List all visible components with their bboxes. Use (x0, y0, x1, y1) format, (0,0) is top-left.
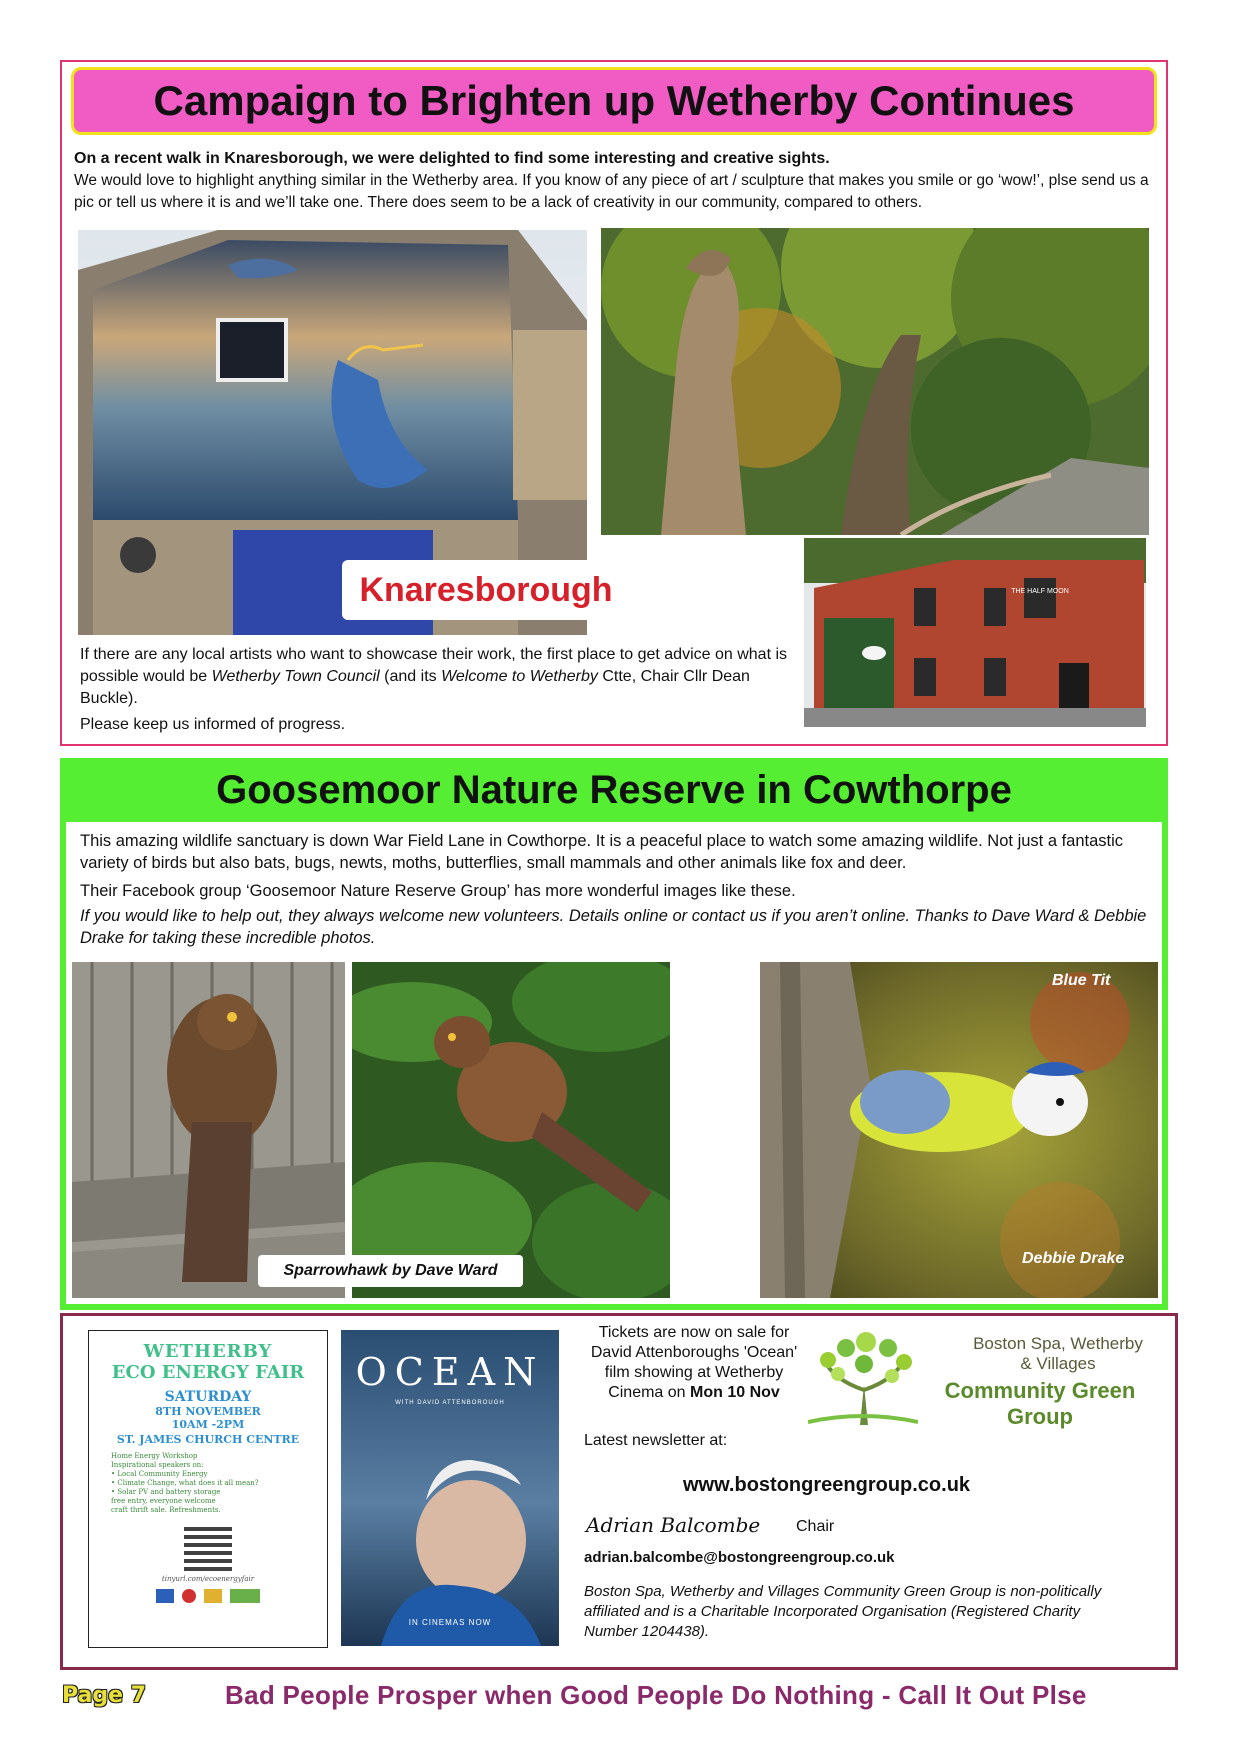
eco-fair-item: • Climate Change, what does it all mean? (111, 1479, 259, 1487)
advice-committee: Welcome to Wetherby (441, 668, 598, 685)
signature-role: Chair (796, 1518, 835, 1535)
tree-logo-icon (808, 1330, 918, 1430)
eco-fair-item: craft thrift sale. Refreshments. (111, 1506, 221, 1514)
sponsor-logo-icon (230, 1589, 260, 1603)
article-brighten-title: Campaign to Brighten up Wetherby Continues (71, 67, 1157, 135)
page-number: Page 7 (62, 1683, 147, 1708)
footer-slogan: Bad People Prosper when Good People Do Nothing - Call It Out Plse (225, 1680, 1087, 1710)
newsletter-label: Latest newsletter at: (584, 1432, 728, 1449)
qr-code-icon (184, 1523, 232, 1571)
sponsor-logo-icon (156, 1589, 174, 1603)
eco-fair-item: free entry, everyone welcome (111, 1497, 216, 1505)
blue-tit-photo (760, 962, 1158, 1298)
eco-fair-item: Home Energy Workshop (111, 1452, 198, 1460)
ocean-poster-title: OCEAN (355, 1350, 545, 1394)
article-brighten-lead: On a recent walk in Knaresborough, we were delighted to find some interesting and creative sights. (74, 150, 830, 167)
sparrowhawk-caption: Sparrowhawk by Dave Ward (258, 1255, 523, 1287)
ocean-poster-subtitle: WITH DAVID ATTENBOROUGH (395, 1400, 505, 1406)
goosemoor-body: This amazing wildlife sanctuary is down War Field Lane in Cowthorpe. It is a peaceful place to watch some amazing wildlife. Not just a fantastic variety of birds but also bats, bugs, newts, moths, butterflies, small mammals and other animals like fox and deer. (80, 832, 1124, 872)
eco-fair-item: • Local Community Energy (111, 1470, 208, 1478)
advice-part-2: (and its (379, 668, 442, 685)
pub-sign-text: THE HALF MOON (1011, 588, 1069, 595)
article-goosemoor-title: Goosemoor Nature Reserve in Cowthorpe (60, 758, 1168, 822)
tickets-text: Tickets are now on sale for David Attenboroughs 'Ocean' film showing at Wetherby Cinema on (590, 1324, 798, 1401)
eco-fair-title-line1: WETHERBY (143, 1341, 273, 1362)
logo-line1: Boston Spa, Wetherby (973, 1334, 1143, 1353)
tree-carving-photo (601, 228, 1149, 535)
logo-line2: & Villages (1020, 1354, 1096, 1373)
artists-advice-text (80, 644, 800, 710)
eco-fair-sponsor-logos (89, 1589, 327, 1603)
tickets-date: Mon 10 Nov (690, 1384, 780, 1401)
eco-fair-venue: ST. JAMES CHURCH CENTRE (116, 1433, 300, 1446)
ocean-film-poster (341, 1330, 559, 1646)
sparrowhawk-bench-photo (72, 962, 345, 1298)
sponsor-logo-icon (204, 1589, 222, 1603)
debbie-drake-caption: Debbie Drake (1022, 1250, 1125, 1267)
blue-tit-caption: Blue Tit (1052, 972, 1111, 989)
advice-part-3: Ctte, Chair Cllr Dean Buckle). (80, 668, 750, 707)
eco-fair-time: 10AM -2PM (171, 1418, 245, 1431)
ocean-poster-release: IN CINEMAS NOW (408, 1618, 492, 1627)
eco-energy-fair-poster (88, 1330, 328, 1648)
charity-disclaimer: Boston Spa, Wetherby and Villages Community Green Group is non-politically affiliated and is a Charitable Incorporated Organisation (Registered Charity Number 1204438). (584, 1583, 1102, 1640)
tickets-info (584, 1323, 804, 1403)
keep-informed-text: Please keep us informed of progress. (80, 716, 346, 733)
goosemoor-volunteers: If you would like to help out, they always welcome new volunteers. Details online or contact us if you aren’t online. Thanks to Dave Ward & Debbie Drake for taking these incredible photos. (80, 907, 1147, 947)
email-link[interactable]: adrian.balcombe@bostongreengroup.co.uk (584, 1549, 895, 1566)
article-brighten-body: We would love to highlight anything similar in the Wetherby area. If you know of any piece of art / sculpture that makes you smile or go ‘wow!’, plse send us a pic or tell us where it is and we’ll take one. There does seem to be a lack of creativity in our community, compared to others. (74, 172, 1149, 211)
knaresborough-label-text: Knaresborough (359, 571, 613, 609)
advice-part-1: If there are any local artists who want to showcase their work, the first place to get advice on what is possible would be (80, 646, 788, 685)
advice-council: Wetherby Town Council (211, 668, 380, 685)
sponsor-logo-icon (182, 1589, 196, 1603)
eco-fair-item: Inspirational speakers on: (111, 1461, 204, 1469)
sparrowhawk-foliage-photo (352, 962, 670, 1298)
community-green-group-logo (808, 1330, 1163, 1430)
goosemoor-facebook: Their Facebook group ‘Goosemoor Nature Reserve Group’ has more wonderful images like these. (80, 882, 796, 900)
eco-fair-title-line2: ECO ENERGY FAIR (111, 1362, 305, 1383)
logo-line3: Community Green Group (944, 1378, 1136, 1429)
eco-fair-date: 8TH NOVEMBER (155, 1405, 261, 1418)
eco-fair-day: SATURDAY (164, 1389, 252, 1405)
knaresborough-label (342, 560, 630, 620)
website-link[interactable]: www.bostongreengroup.co.uk (683, 1474, 971, 1496)
signature: Adrian Balcombe (586, 1513, 761, 1537)
eco-fair-url: tinyurl.com/ecoenergyfair (161, 1575, 255, 1583)
eco-fair-items (111, 1452, 327, 1515)
eco-fair-item: • Solar PV and battery storage (111, 1488, 221, 1496)
half-moon-pub-photo (801, 535, 1149, 730)
